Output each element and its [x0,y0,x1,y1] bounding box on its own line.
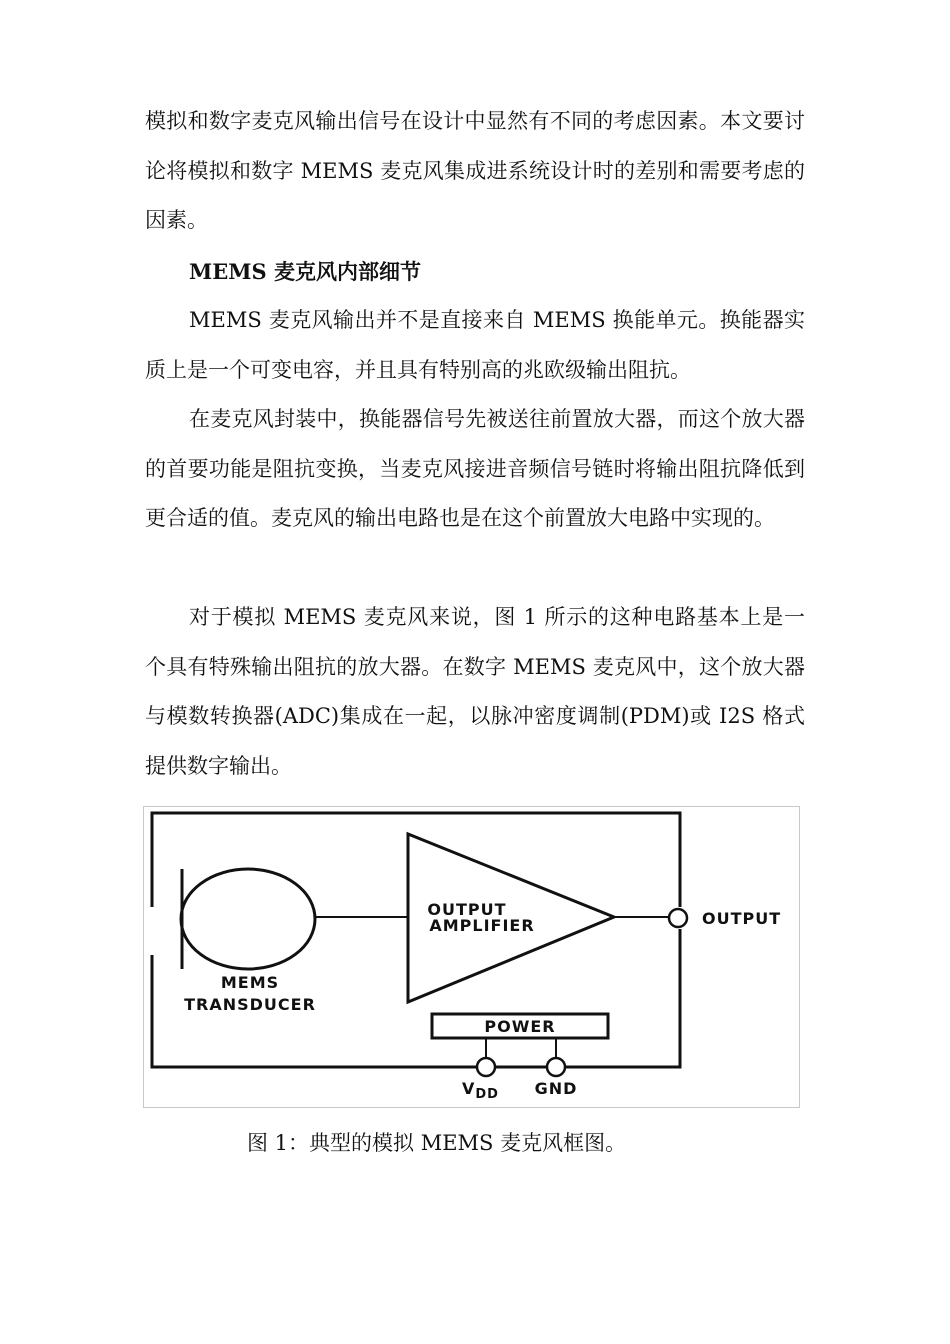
transducer-diaphragm [181,869,315,969]
output-label: OUTPUT [702,909,782,928]
package-outline [152,813,680,1067]
amplifier-label-line2: AMPLIFIER [429,916,535,935]
block-diagram-figure [143,806,800,1108]
paragraph-transducer: MEMS 麦克风输出并不是直接来自 MEMS 换能单元。换能器实质上是一个可变电容，并且具有特别高的兆欧级输出阻抗。 [145,308,805,382]
paragraph-intro: 模拟和数字麦克风输出信号在设计中显然有不同的考虑因素。本文要讨论将模拟和数字 MEMS 麦克风集成进系统设计时的差别和需要考虑的因素。 [145,109,805,232]
figure-caption: 图 1：典型的模拟 MEMS 麦克风框图。 [247,1131,627,1155]
paragraph-analog-digital: 对于模拟 MEMS 麦克风来说，图 1 所示的这种电路基本上是一个具有特殊输出阻抗的放大器。在数字 MEMS 麦克风中，这个放大器与模数转换器(ADC)集成在一起，以脉冲密度调制(PDM)或 I2S 格式提供数字输出。 [145,605,805,778]
output-pin [669,909,687,927]
vdd-label: $V_{DD}$ [462,1079,499,1102]
power-label: POWER [484,1017,556,1036]
section-heading: MEMS 麦克风内部细节 [189,259,421,284]
transducer-label-line2: TRANSDUCER [184,995,316,1014]
transducer-label-line1: MEMS [220,973,280,992]
gnd-label: GND [534,1079,578,1098]
block-diagram-svg [144,807,801,1109]
amplifier-label-line1: OUTPUT [427,900,507,919]
vdd-pin [477,1058,495,1076]
gnd-pin [547,1058,565,1076]
paragraph-preamp: 在麦克风封装中，换能器信号先被送往前置放大器，而这个放大器的首要功能是阻抗变换，当麦克风接进音频信号链时将输出阻抗降低到更合适的值。麦克风的输出电路也是在这个前置放大电路中实现的。 [145,407,805,530]
